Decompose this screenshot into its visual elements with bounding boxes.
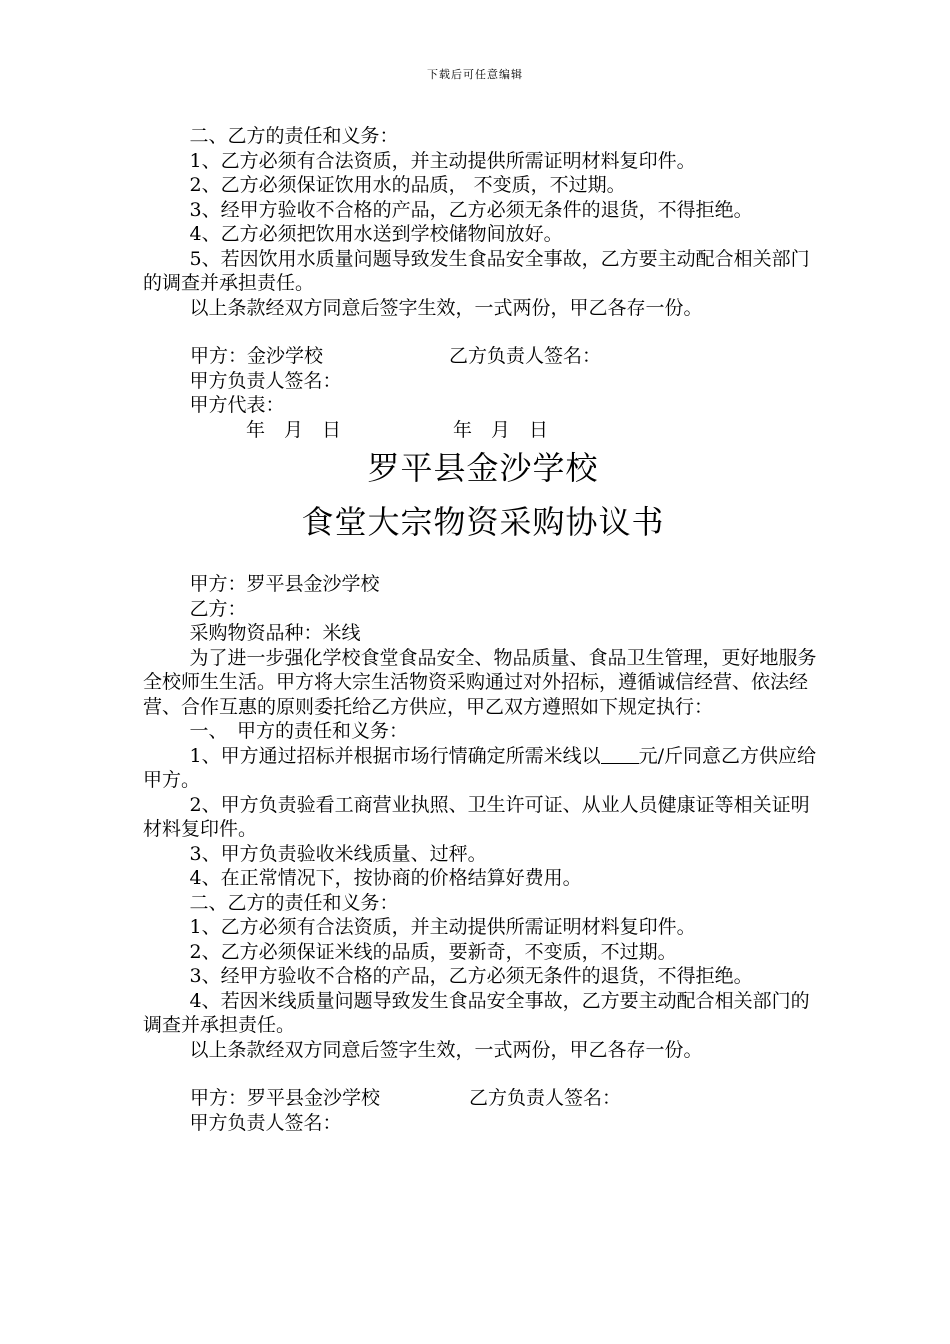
section-heading: 二、乙方的责任和义务： xyxy=(189,125,399,147)
party-a-label: 甲方：罗平县金沙学校 xyxy=(190,1087,381,1109)
goods-type: 采购物资品种：米线 xyxy=(189,622,361,644)
clause: 2、乙方必须保证饮用水的品质， 不变质，不过期。 xyxy=(189,174,626,196)
document-title-school: 罗平县金沙学校 xyxy=(367,449,599,487)
price-blank xyxy=(601,745,639,764)
closing-statement: 以上条款经双方同意后签字生效，一式两份，甲乙各存一份。 xyxy=(189,1038,703,1061)
party-a-label: 甲方：金沙学校 xyxy=(190,345,324,367)
clause: 1、乙方必须有合法资质，并主动提供所需证明材料复印件。 xyxy=(189,149,696,172)
clause: 4、在正常情况下，按协商的价格结算好费用。 xyxy=(189,867,582,889)
section-heading: 二、乙方的责任和义务： xyxy=(189,891,399,914)
clause: 3、经甲方验收不合格的产品，乙方必须无条件的退货，不得拒绝。 xyxy=(189,965,753,987)
clause-text: 元/斤同意乙方供应给甲方。 xyxy=(143,744,817,791)
intro-paragraph: 为了进一步强化学校食堂食品安全、物品质量、食品卫生管理，更好地服务全校师生生活。甲方将大宗生活物资采购通过对外招标，遵循诚信经营、依法经营、合作互惠的原则委托给乙方供应，甲乙双方遵照如下规定执行： xyxy=(143,646,817,718)
header-note: 下载后可任意编辑 xyxy=(427,68,523,81)
party-a: 甲方：罗平县金沙学校 xyxy=(189,573,380,595)
party-b-sign-label: 乙方负责人签名： xyxy=(469,1087,622,1109)
clause: 1、乙方必须有合法资质，并主动提供所需证明材料复印件。 xyxy=(189,916,696,938)
clause: 2、乙方必须保证米线的品质，要新奇，不变质，不过期。 xyxy=(189,940,677,963)
party-a-sign-label: 甲方负责人签名： xyxy=(189,1111,342,1134)
clause xyxy=(143,744,823,793)
clause: 4、若因米线质量问题导致发生食品安全事故，乙方要主动配合相关部门的调查并承担责任。 xyxy=(143,989,810,1036)
clause: 4、乙方必须把饮用水送到学校储物间放好。 xyxy=(189,223,563,245)
party-b-sign-label: 乙方负责人签名： xyxy=(449,345,602,367)
party-a-rep-label: 甲方代表： xyxy=(189,394,285,416)
clause: 3、甲方负责验收米线质量、过秤。 xyxy=(189,842,487,865)
date-right: 年 月 日 xyxy=(453,418,549,441)
document-body xyxy=(143,124,823,1135)
section-heading: 一、 甲方的责任和义务： xyxy=(189,720,409,742)
closing-statement: 以上条款经双方同意后签字生效，一式两份，甲乙各存一份。 xyxy=(189,296,703,319)
clause: 5、若因饮用水质量问题导致发生食品安全事故，乙方要主动配合相关部门的调查并承担责任。 xyxy=(143,247,810,294)
signature-row xyxy=(143,1086,823,1111)
clause: 2、甲方负责验看工商营业执照、卫生许可证、从业人员健康证等相关证明材料复印件。 xyxy=(143,793,810,840)
date-row xyxy=(143,418,823,443)
date-left: 年 月 日 xyxy=(246,418,342,441)
signature-row xyxy=(143,344,823,369)
party-b: 乙方： xyxy=(189,597,247,620)
clause: 3、经甲方验收不合格的产品，乙方必须无条件的退货，不得拒绝。 xyxy=(189,198,753,221)
party-a-sign-label: 甲方负责人签名： xyxy=(189,369,342,392)
clause-text: 1、甲方通过招标并根据市场行情确定所需米线以 xyxy=(189,744,601,767)
document-title-agreement: 食堂大宗物资采购协议书 xyxy=(301,503,665,541)
